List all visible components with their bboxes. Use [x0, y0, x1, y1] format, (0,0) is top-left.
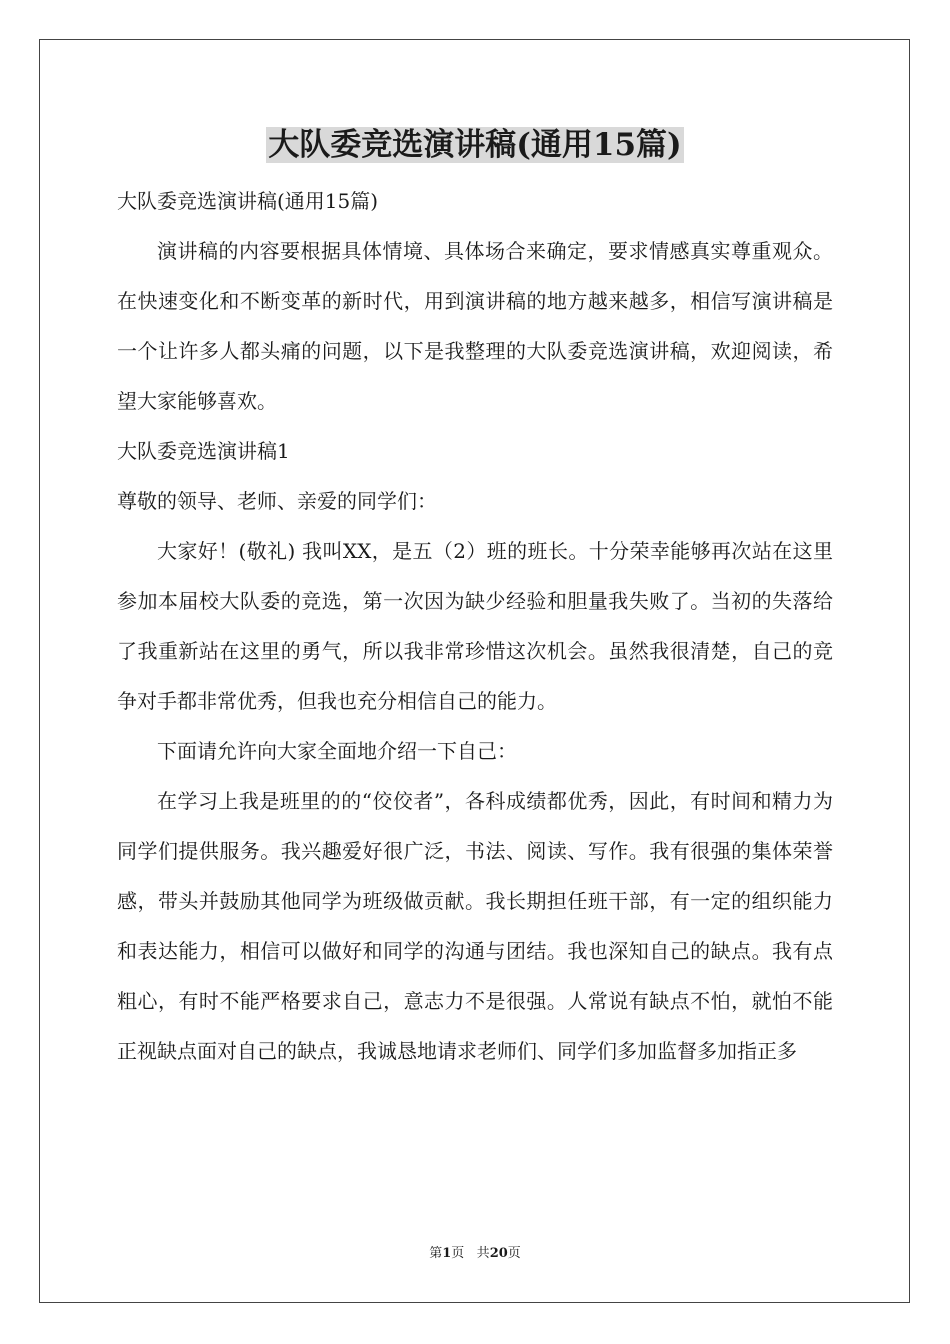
document-title-text: 大队委竞选演讲稿(通用15篇): [268, 127, 682, 163]
paragraph-study: 在学习上我是班里的的“佼佼者”，各科成绩都优秀，因此，有时间和精力为同学们提供服务。我兴趣爱好很广泛，书法、阅读、写作。我有很强的集体荣誉感，带头并鼓励其他同学为班级做贡献。我长期担任班干部，有一定的组织能力和表达能力，相信可以做好和同学的沟通与团结。我也深知自己的缺点。我有点粗心，有时不能严格要求自己，意志力不是很强。人常说有缺点不怕，就怕不能正视缺点面对自己的缺点，我诚恳地请求老师们、同学们多加监督多加指正多: [117, 789, 833, 1063]
paragraph-greeting: 大家好！(敬礼) 我叫XX，是五（2）班的班长。十分荣幸能够再次站在这里参加本届校大队委的竞选，第一次因为缺少经验和胆量我失败了。当初的失落给了我重新站在这里的勇气，所以我非常珍惜这次机会。虽然我很清楚，自己的竞争对手都非常优秀，但我也充分相信自己的能力。: [117, 539, 833, 713]
paragraph-subtitle: 大队委竞选演讲稿(通用15篇): [117, 189, 379, 213]
footer-page-suffix: 页: [451, 1246, 465, 1261]
paragraph-salutation: 尊敬的领导、老师、亲爱的同学们：: [117, 489, 437, 513]
paragraph-section-heading: 大队委竞选演讲稿1: [117, 439, 290, 463]
document-body: [117, 176, 833, 1076]
footer-total-prefix: 共: [476, 1246, 490, 1261]
footer-total-pages: 20: [489, 1246, 508, 1261]
document-title: [0, 122, 950, 168]
footer-total-suffix: 页: [507, 1246, 521, 1261]
footer-prefix: 第: [429, 1246, 443, 1261]
paragraph-intro: 演讲稿的内容要根据具体情境、具体场合来确定，要求情感真实尊重观众。在快速变化和不断变革的新时代，用到演讲稿的地方越来越多，相信写演讲稿是一个让许多人都头痛的问题，以下是我整理的大队委竞选演讲稿，欢迎阅读，希望大家能够喜欢。: [117, 239, 833, 413]
page-footer: [0, 1244, 950, 1264]
footer-page-number: 1: [442, 1246, 452, 1261]
paragraph-introduce-self: 下面请允许向大家全面地介绍一下自己：: [157, 739, 517, 763]
